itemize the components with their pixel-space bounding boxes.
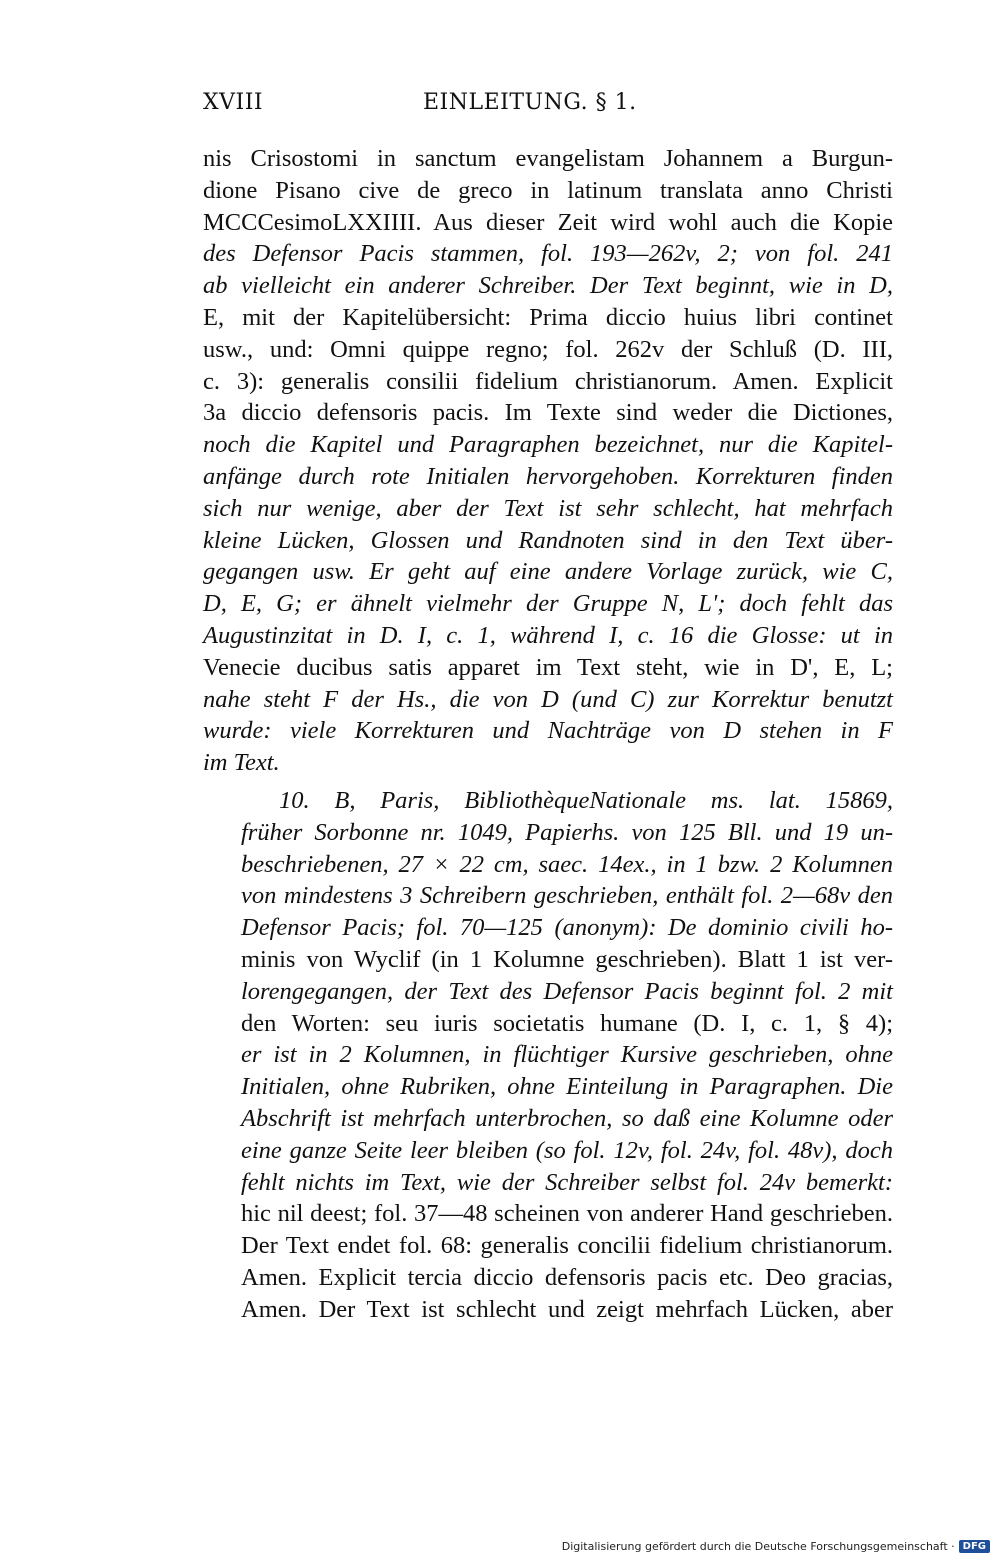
text-line: Venecie ducibus satis apparet im Text steht, wie in D', E, L; bbox=[203, 653, 893, 681]
text-line: 3a diccio defensoris pacis. Im Texte sind weder die Dictiones, bbox=[203, 399, 893, 427]
paragraph-entry-10 bbox=[203, 785, 893, 1326]
text-line: nis Crisostomi in sanctum evangelistam Johannem a Burgun- bbox=[203, 145, 893, 172]
text-line: Abschrift ist mehrfach unterbrochen, so daß eine Kolumne oder bbox=[241, 1104, 893, 1132]
text-line: noch die Kapitel und Paragraphen bezeichnet, nur die Kapitel- bbox=[203, 431, 893, 459]
text-line: MCCCesimoLXXIIII. Aus dieser Zeit wird wohl auch die Kopie bbox=[203, 208, 893, 236]
text-line: eine ganze Seite leer bleiben (so fol. 12v, fol. 24v, fol. 48v), doch bbox=[241, 1136, 893, 1164]
running-title: EINLEITUNG. § 1. bbox=[423, 90, 637, 115]
paragraph-continued bbox=[203, 143, 893, 779]
text-line: dione Pisano cive de greco in latinum translata anno Christi bbox=[203, 176, 893, 204]
text-line: fehlt nichts im Text, wie der Schreiber selbst fol. 24v bemerkt: bbox=[241, 1168, 893, 1196]
text-line: früher Sorbonne nr. 1049, Papierhs. von 125 Bll. und 19 un- bbox=[241, 818, 893, 846]
page-number: XVIII bbox=[203, 90, 264, 115]
text-line: 10. B, Paris, BibliothèqueNationale ms. lat. 15869, bbox=[279, 786, 893, 814]
text-line: anfänge durch rote Initialen hervorgehoben. Korrekturen finden bbox=[203, 462, 893, 490]
text-line: Amen. Der Text ist schlecht und zeigt mehrfach Lücken, aber bbox=[241, 1295, 893, 1323]
text-line: von mindestens 3 Schreibern geschrieben, enthält fol. 2—68v den bbox=[241, 882, 893, 910]
text-line: kleine Lücken, Glossen und Randnoten sind in den Text über- bbox=[203, 526, 893, 554]
dfg-logo-icon: DFG bbox=[959, 1540, 990, 1553]
text-line: lorengegangen, der Text des Defensor Pacis beginnt fol. 2 mit bbox=[241, 977, 893, 1005]
text-line: hic nil deest; fol. 37—48 scheinen von anderer Hand geschrieben. bbox=[241, 1200, 893, 1228]
text-line: ab vielleicht ein anderer Schreiber. Der Text beginnt, wie in D, bbox=[203, 272, 893, 300]
text-line: Initialen, ohne Rubriken, ohne Einteilung in Paragraphen. Die bbox=[241, 1073, 893, 1101]
running-header bbox=[203, 90, 893, 124]
text-line: Augustinzitat in D. I, c. 1, während I, c. 16 die Glosse: ut in bbox=[203, 621, 893, 649]
text-line: Defensor Pacis; fol. 70—125 (anonym): De dominio civili ho- bbox=[241, 914, 893, 942]
text-line: des Defensor Pacis stammen, fol. 193—262v, 2; von fol. 241 bbox=[203, 240, 893, 268]
text-line: Amen. Explicit tercia diccio defensoris pacis etc. Deo gracias, bbox=[241, 1263, 893, 1291]
text-line: D, E, G; er ähnelt vielmehr der Gruppe N, L'; doch fehlt das bbox=[203, 590, 893, 618]
text-line: den Worten: seu iuris societatis humane (D. I, c. 1, § 4); bbox=[241, 1009, 893, 1037]
text-line: sich nur wenige, aber der Text ist sehr schlecht, hat mehrfach bbox=[203, 494, 893, 522]
text-line: usw., und: Omni quippe regno; fol. 262v der Schluß (D. III, bbox=[203, 335, 893, 363]
body-text bbox=[203, 143, 893, 1325]
text-line: E, mit der Kapitelübersicht: Prima diccio huius libri continet bbox=[203, 303, 893, 331]
text-line: wurde: viele Korrekturen und Nachträge von D stehen in F bbox=[203, 717, 893, 745]
text-line: Der Text endet fol. 68: generalis concilii fidelium christianorum. bbox=[241, 1232, 893, 1260]
text-line: im Text. bbox=[203, 749, 280, 777]
text-line: c. 3): generalis consilii fidelium christianorum. Amen. Explicit bbox=[203, 367, 893, 395]
text-line: nahe steht F der Hs., die von D (und C) zur Korrektur benutzt bbox=[203, 685, 893, 713]
digitization-credit bbox=[562, 1540, 990, 1553]
credit-text: Digitalisierung gefördert durch die Deutsche Forschungsgemeinschaft · bbox=[561, 1540, 955, 1553]
text-line: beschriebenen, 27 × 22 cm, saec. 14ex., in 1 bzw. 2 Kolumnen bbox=[241, 850, 893, 878]
text-line: er ist in 2 Kolumnen, in flüchtiger Kursive geschrieben, ohne bbox=[241, 1041, 893, 1069]
text-line: minis von Wyclif (in 1 Kolumne geschrieben). Blatt 1 ist ver- bbox=[241, 945, 893, 973]
text-line: gegangen usw. Er geht auf eine andere Vorlage zurück, wie C, bbox=[203, 558, 893, 586]
